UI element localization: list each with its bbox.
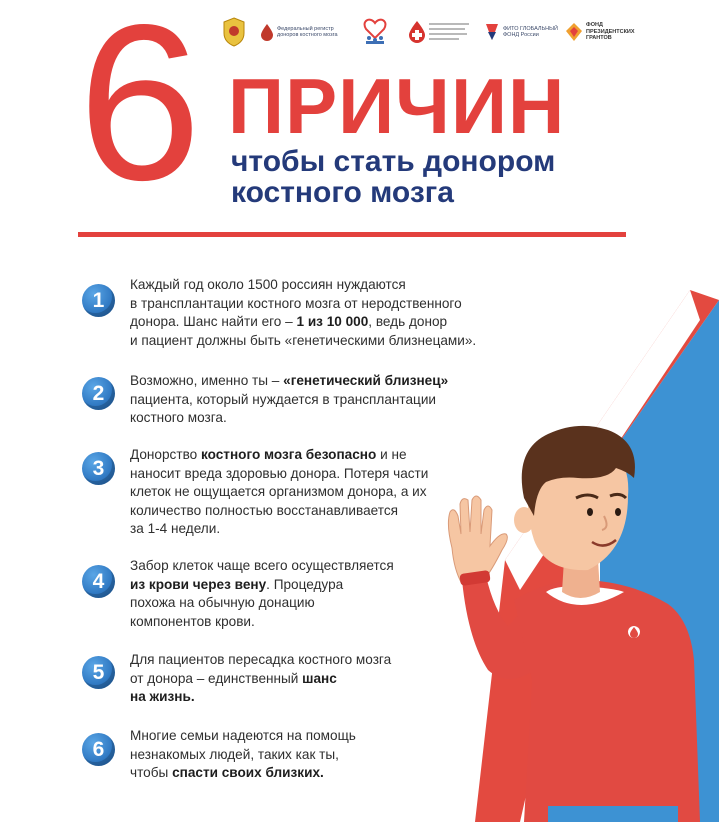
reason-text-segment: за 1-4 недели. <box>130 521 221 537</box>
reason-text-emphasis: 1 из 10 000 <box>296 314 369 330</box>
reason-text-segment: наносит вреда здоровью донора. Потеря части <box>130 465 429 481</box>
reason-text-segment: Каждый год около 1500 россиян нуждаются <box>130 277 406 292</box>
reason-text <box>130 276 550 350</box>
jeans <box>548 806 678 822</box>
reason-text-segment: чтобы <box>130 765 173 781</box>
partner-logos <box>222 14 635 50</box>
presidential-grants-logo <box>565 14 635 50</box>
reason-text-emphasis: из крови через вену <box>130 576 267 592</box>
reason-text-segment: Возможно, именно ты – <box>130 373 284 388</box>
header-divider <box>78 232 626 237</box>
reason-text-line <box>130 276 550 295</box>
reason-text-emphasis: спасти своих близких. <box>172 765 324 781</box>
headline: ПРИЧИН <box>228 62 566 150</box>
donor-character-illustration <box>428 420 719 822</box>
registry-logo <box>260 14 338 50</box>
reason-text-line <box>130 372 550 391</box>
reason-text-segment: от донора – единственный <box>130 670 303 686</box>
head <box>514 426 635 570</box>
reason-text-segment: донора. Шанс найти его – <box>130 314 297 330</box>
medical-center-logo <box>408 14 469 50</box>
subtitle-line2: костного мозга <box>231 176 454 209</box>
subtitle-line1: чтобы стать донором <box>231 145 556 178</box>
reason-text-segment: количество полностью восстанавливается <box>130 502 398 518</box>
reason-text-emphasis: «генетический близнец» <box>283 373 449 388</box>
big-number-six: 6 <box>78 0 198 227</box>
registry-name-line1: Федеральный регистр <box>277 25 334 32</box>
reason-text-segment: клеток не ощущается организмом донора, а их <box>130 484 427 500</box>
fund-line3: ГРАНТОВ <box>586 35 612 42</box>
sweater-torso <box>514 580 700 822</box>
reason-text-segment: похожа на обычную донацию <box>130 595 315 611</box>
glob-fund-logo <box>484 14 558 50</box>
reason-text-segment: компонентов крови. <box>130 613 255 629</box>
reason-text-segment: пациента, который нуждается в трансплантации <box>130 391 437 407</box>
fund-line2: ПРЕЗИДЕНТСКИХ <box>586 28 635 35</box>
reason-text-segment: незнакомых людей, таких как ты, <box>130 746 339 762</box>
reason-text-emphasis: на жизнь. <box>130 689 195 705</box>
reason-text-segment: и пациент должны быть «генетическими близнецами». <box>130 332 477 348</box>
glob-fund-line1: ФИТО ГЛОБАЛЬНЫЙ <box>503 25 558 32</box>
family-logo <box>360 14 390 50</box>
reason-text-line <box>130 313 550 332</box>
reason-text-segment: , ведь донор <box>368 314 448 330</box>
reason-text-segment: Донорство <box>130 447 201 462</box>
reason-text-emphasis: костного мозга безопасно <box>200 447 377 462</box>
glob-fund-line2: ФОНД России <box>503 32 539 38</box>
reason-text-emphasis: шанс <box>302 670 337 686</box>
reason-text-segment: и не <box>376 447 407 462</box>
reason-text-segment: Забор клеток чаще всего осуществляется <box>130 558 394 573</box>
reason-number-badge: 1 <box>82 284 115 317</box>
reason-text-line <box>130 391 550 410</box>
reason-number-badge: 4 <box>82 565 115 598</box>
reason-text-segment: Многие семьи надеются на помощь <box>130 728 356 743</box>
reason-text-segment: Для пациентов пересадка костного мозга <box>130 652 392 667</box>
reason-text-line <box>130 332 550 351</box>
reason-number-badge: 5 <box>82 656 115 689</box>
subtitle <box>231 146 555 208</box>
ministry-emblem-logo <box>222 14 246 50</box>
reason-text-line <box>130 295 550 314</box>
fund-line1: ФОНД <box>586 22 603 29</box>
reason-number-badge: 6 <box>82 733 115 766</box>
waving-hand <box>448 496 507 584</box>
reason-number-badge: 3 <box>82 452 115 485</box>
reason-number-badge: 2 <box>82 377 115 410</box>
reason-text-segment: костного мозга. <box>130 410 227 426</box>
reason-text-segment: . Процедура <box>266 576 344 592</box>
reason-text-segment: в трансплантации костного мозга от неродственного <box>130 295 462 311</box>
registry-name-line2: доноров костного мозга <box>277 32 338 38</box>
